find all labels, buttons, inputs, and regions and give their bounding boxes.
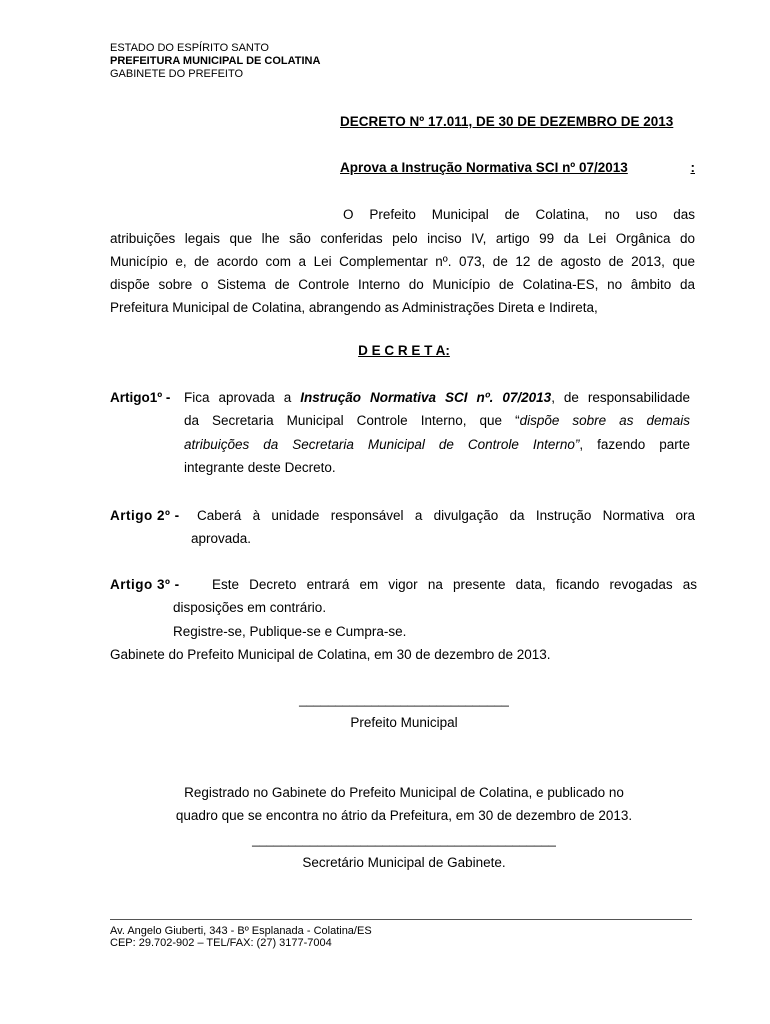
- decree-subject: [340, 160, 695, 175]
- header-state: ESTADO DO ESPÍRITO SANTO: [110, 42, 269, 54]
- article-1-part: , fazendo parte: [579, 437, 690, 452]
- article-1-label: Artigo1º -: [110, 390, 171, 405]
- article-3-line-1: Este Decreto entrará em vigor na presente data, ficando revogadas as: [212, 577, 697, 592]
- article-1-responsibility: , de responsabilidade: [551, 390, 690, 405]
- article-2-line-1: Caberá à unidade responsável a divulgação da Instrução Normativa ora: [197, 508, 695, 523]
- article-1-instruction-ref: Instrução Normativa SCI nº. 07/2013: [300, 390, 552, 405]
- article-1-quote-start: dispõe sobre as demais: [519, 413, 690, 428]
- article-3-line-2: disposições em contrário.: [173, 600, 327, 615]
- article-3-label: Artigo 3º -: [110, 577, 180, 592]
- article-1-secretariat: da Secretaria Municipal Controle Interno, que “: [184, 413, 520, 428]
- article-2-label: Artigo 2º -: [110, 508, 180, 523]
- preamble-line-1: O Prefeito Municipal de Colatina, no uso das: [343, 207, 695, 222]
- article-1-line-2: [184, 409, 690, 432]
- footer-divider: [110, 919, 692, 920]
- article-2-line-2: aprovada.: [191, 531, 252, 546]
- footer-contact: CEP: 29.702-902 – TEL/FAX: (27) 3177-7004: [110, 937, 332, 949]
- preamble-line-2: atribuições legais que lhe são conferidas pelo inciso IV, artigo 99 da Lei Orgânica do: [110, 231, 695, 246]
- footer-address: Av. Angelo Giuberti, 343 - Bº Esplanada - Colatina/ES: [110, 925, 372, 937]
- decree-title: DECRETO Nº 17.011, DE 30 DE DEZEMBRO DE 2013: [340, 114, 674, 129]
- header-office: GABINETE DO PREFEITO: [110, 68, 244, 80]
- header-prefecture: PREFEITURA MUNICIPAL DE COLATINA: [110, 55, 321, 67]
- article-1-intro: Fica aprovada a: [184, 390, 292, 405]
- preamble-line-3: Município e, de acordo com a Lei Complementar nº. 073, de 12 de agosto de 2013, que: [110, 254, 695, 269]
- registration-line-1: Registrado no Gabinete do Prefeito Municipal de Colatina, e publicado no: [184, 785, 624, 800]
- article-1-line-3: [184, 433, 690, 456]
- decreta-heading: D E C R E T A:: [358, 343, 450, 358]
- mayor-signature-role: Prefeito Municipal: [350, 715, 458, 730]
- secretary-signature-line: __________________________________________: [252, 832, 556, 847]
- decree-subject-text: Aprova a Instrução Normativa SCI nº 07/2013: [340, 160, 628, 175]
- article-1-quote-end: atribuições da Secretaria Municipal de Controle Interno”: [184, 437, 580, 452]
- article-1-line-1: [184, 386, 690, 409]
- article-1-line-4: integrante deste Decreto.: [184, 460, 336, 475]
- place-date: Gabinete do Prefeito Municipal de Colatina, em 30 de dezembro de 2013.: [110, 647, 551, 662]
- preamble-line-5: Prefeitura Municipal de Colatina, abrangendo as Administrações Direta e Indireta,: [110, 300, 598, 315]
- registration-line-2: quadro que se encontra no átrio da Prefeitura, em 30 de dezembro de 2013.: [175, 808, 633, 823]
- preamble-line-4: dispõe sobre o Sistema de Controle Interno do Município de Colatina-ES, no âmbito da: [110, 277, 695, 292]
- article-3-line-3: Registre-se, Publique-se e Cumpra-se.: [173, 624, 407, 639]
- mayor-signature-line: _____________________________: [299, 692, 509, 707]
- decree-subject-colon: :: [690, 160, 695, 175]
- secretary-signature-role: Secretário Municipal de Gabinete.: [302, 855, 506, 870]
